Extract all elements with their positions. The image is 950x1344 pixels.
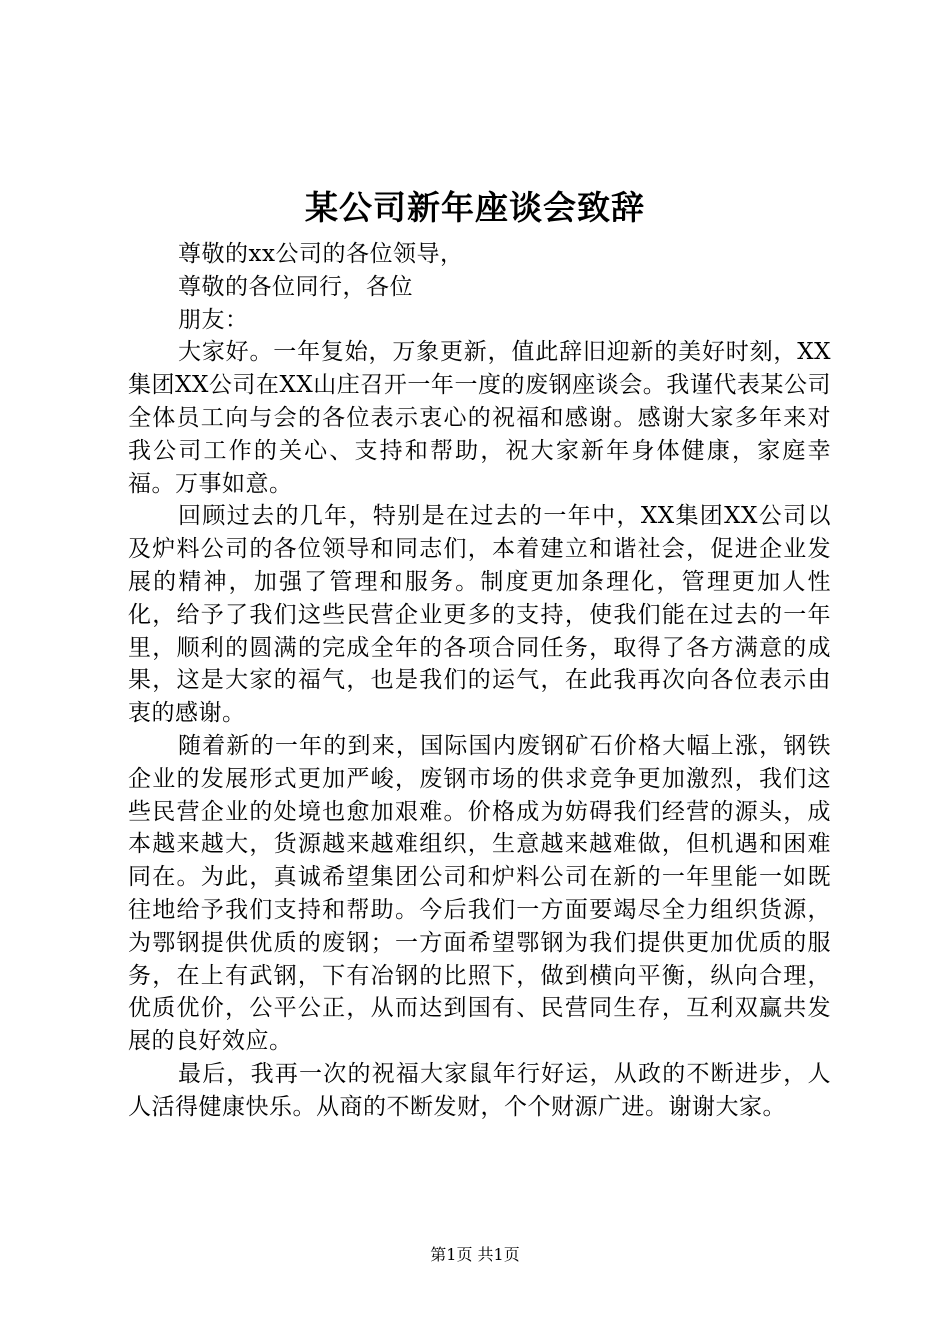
paragraph: 最后，我再一次的祝福大家鼠年行好运，从政的不断进步，人人活得健康快乐。从商的不断发财，个个财源广进。谢谢大家。: [128, 1060, 831, 1120]
greeting-line: 朋友：: [178, 306, 249, 333]
greeting-line: 尊敬的各位同行，各位: [178, 273, 413, 300]
paragraph: 随着新的一年的到来，国际国内废钢矿石价格大幅上涨，钢铁企业的发展形式更加严峻，废钢市场的供求竞争更加激烈，我们这些民营企业的处境也愈加艰难。价格成为妨碍我们经营的源头，成本越来越大，货源越来越难组织，生意越来越难做，但机遇和困难同在。为此，真诚希望集团公司和炉料公司在新的一年里能一如既往地给予我们支持和帮助。今后我们一方面要竭尽全力组织货源，为鄂钢提供优质的废钢；一方面希望鄂钢为我们提供更加优质的服务，在上有武钢，下有冶钢的比照下，做到横向平衡，纵向合理，优质优价，公平公正，从而达到国有、民营同生存，互利双赢共发展的良好效应。: [128, 732, 831, 1055]
paragraph: 回顾过去的几年，特别是在过去的一年中，XX集团XX公司以及炉料公司的各位领导和同志们，本着建立和谐社会，促进企业发展的精神，加强了管理和服务。制度更加条理化，管理更加人性化，给予了我们这些民营企业更多的支持，使我们能在过去的一年里，顺利的圆满的完成全年的各项合同任务，取得了各方满意的成果，这是大家的福气，也是我们的运气，在此我再次向各位表示由衷的感谢。: [128, 503, 831, 727]
document-body: [128, 238, 831, 1124]
paragraph: 大家好。一年复始，万象更新，值此辞旧迎新的美好时刻，XX集团XX公司在XX山庄召开一年一度的废钢座谈会。我谨代表某公司全体员工向与会的各位表示衷心的祝福和感谢。感谢大家多年来对我公司工作的关心、支持和帮助，祝大家新年身体健康，家庭幸福。万事如意。: [128, 339, 831, 497]
greeting-line: 尊敬的xx公司的各位领导，: [178, 241, 464, 267]
page-number-footer: 第1页 共1页: [430, 1245, 520, 1264]
document-title: 某公司新年座谈会致辞: [305, 188, 645, 227]
